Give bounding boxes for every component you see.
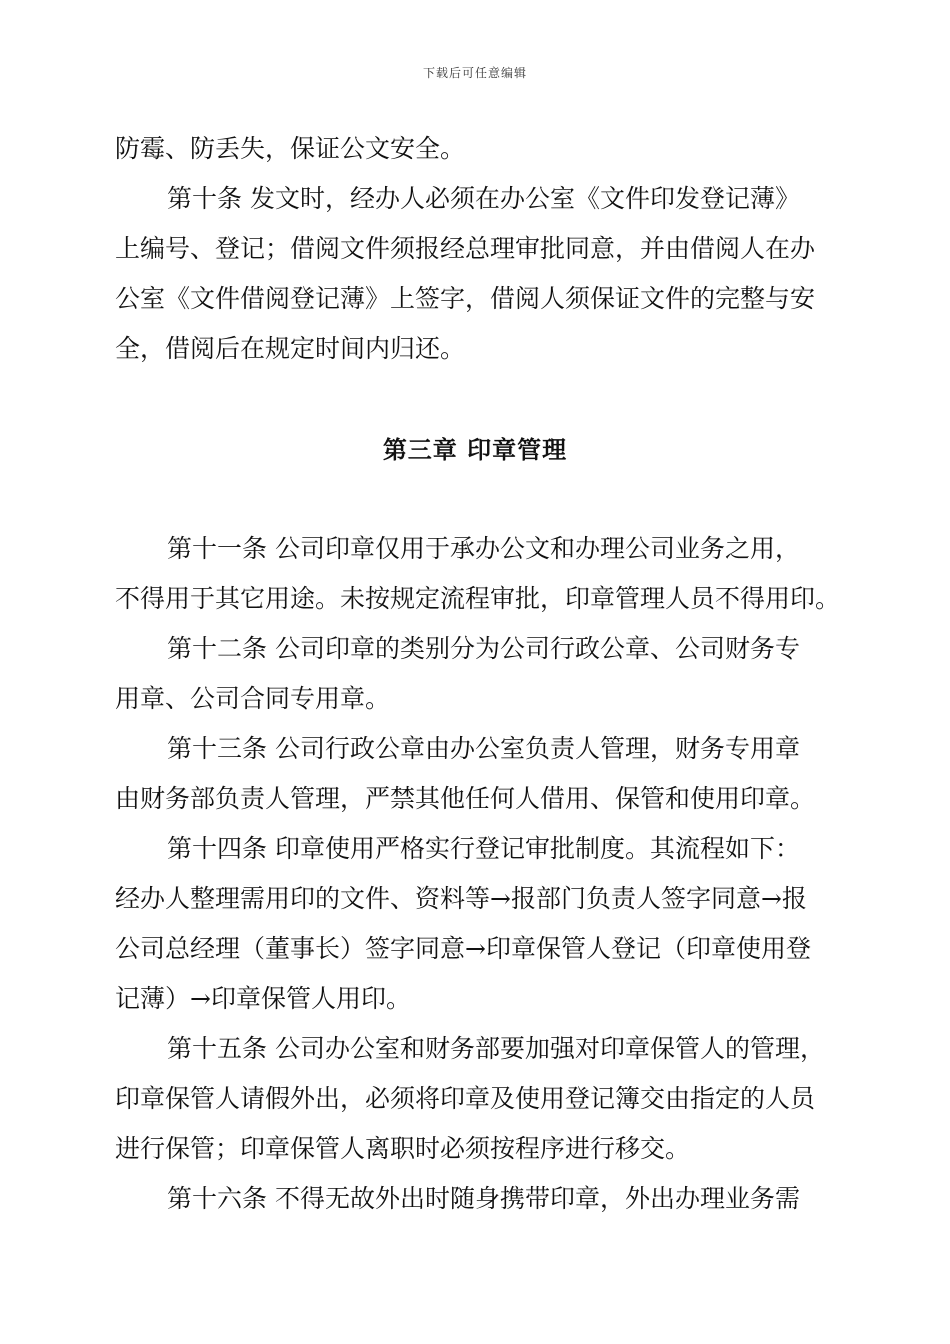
article-11-line: 第十一条 公司印章仅用于承办公文和办理公司业务之用，	[167, 534, 800, 563]
chapter-title: 第三章 印章管理	[382, 436, 568, 464]
text-line: 公司总经理（董事长）签字同意→印章保管人登记（印章使用登	[115, 934, 811, 963]
article-12-line: 第十二条 公司印章的类别分为公司行政公章、公司财务专	[167, 634, 800, 663]
text-line: 记薄）→印章保管人用印。	[115, 984, 411, 1013]
text-line: 不得用于其它用途。未按规定流程审批，印章管理人员不得用印。	[115, 584, 841, 613]
article-15-line: 第十五条 公司办公室和财务部要加强对印章保管人的管理，	[167, 1034, 825, 1063]
text-line: 进行保管；印章保管人离职时必须按程序进行移交。	[115, 1134, 691, 1163]
text-line: 公室《文件借阅登记薄》上签字，借阅人须保证文件的完整与安	[115, 284, 816, 313]
text-line: 印章保管人请假外出，必须将印章及使用登记簿交由指定的人员	[115, 1084, 816, 1113]
text-line: 经办人整理需用印的文件、资料等→报部门负责人签字同意→报	[115, 884, 807, 913]
article-13-line: 第十三条 公司行政公章由办公室负责人管理，财务专用章	[167, 734, 800, 763]
article-14-line: 第十四条 印章使用严格实行登记审批制度。其流程如下：	[167, 834, 800, 863]
article-16-line: 第十六条 不得无故外出时随身携带印章，外出办理业务需	[167, 1184, 800, 1213]
text-line: 全，借阅后在规定时间内归还。	[115, 334, 466, 363]
text-line: 防霉、防丢失，保证公文安全。	[115, 134, 466, 163]
text-line: 上编号、登记；借阅文件须报经总理审批同意，并由借阅人在办	[115, 234, 816, 263]
section-seal-management	[115, 524, 845, 1224]
article-10-line: 第十条 发文时，经办人必须在办公室《文件印发登记薄》	[167, 184, 800, 213]
text-line: 用章、公司合同专用章。	[115, 684, 391, 713]
page-header: 下载后可任意编辑	[422, 66, 527, 80]
text-line: 由财务部负责人管理，严禁其他任何人借用、保管和使用印章。	[115, 784, 816, 813]
section-archive-rules	[115, 124, 845, 374]
